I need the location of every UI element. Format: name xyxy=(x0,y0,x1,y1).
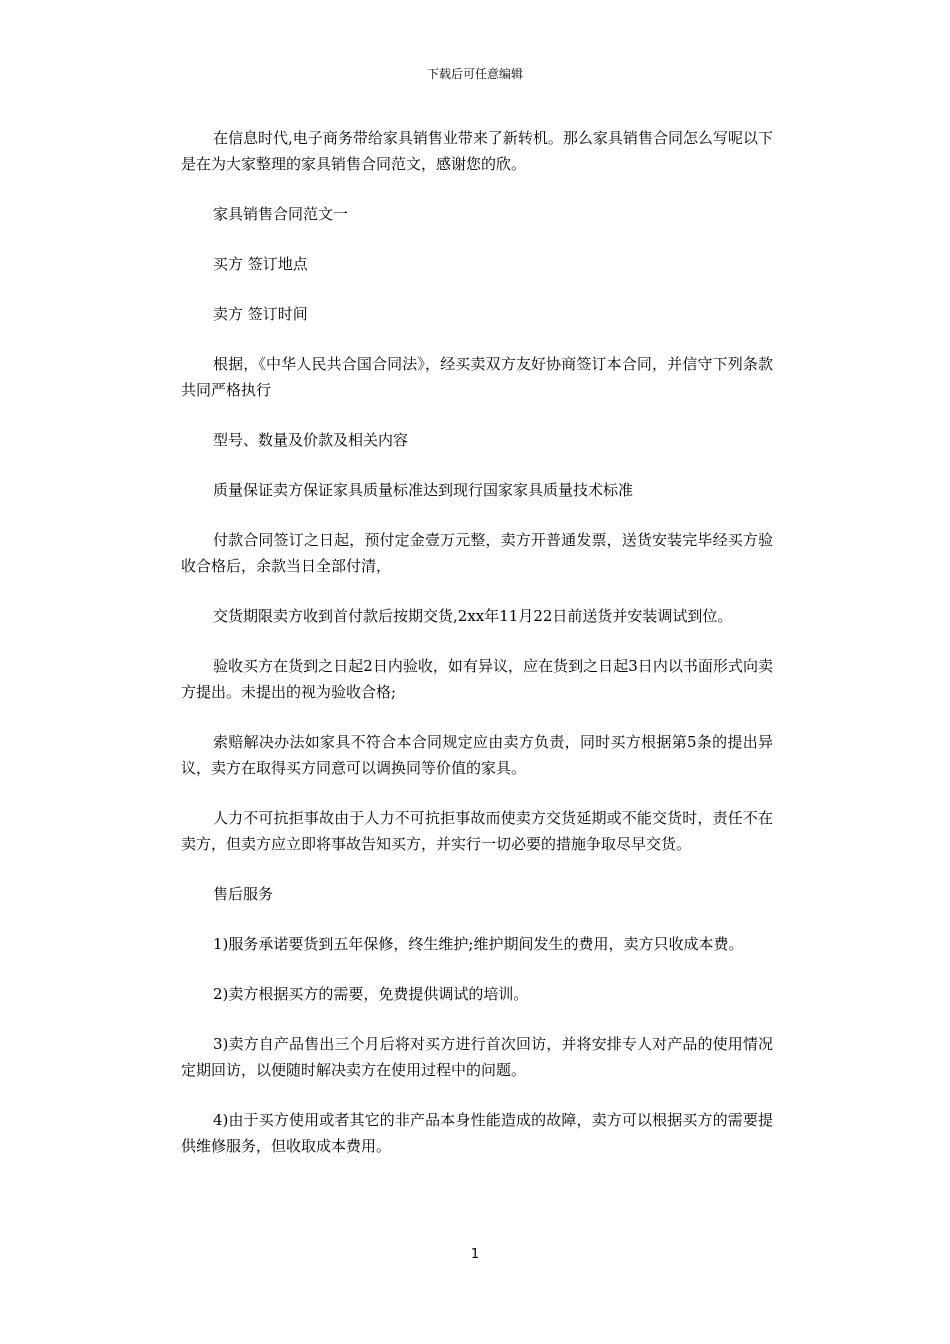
paragraph-buyer: 买方 签订地点 xyxy=(213,255,308,273)
paragraph-claims: 索赔解决办法如家具不符合本合同规定应由卖方负责，同时买方根据第5条的提出异议，卖方在取得买方同意可以调换同等价值的家具。 xyxy=(181,733,773,777)
page-number: 1 xyxy=(470,1247,480,1262)
paragraph-payment: 付款合同签订之日起，预付定金壹万元整，卖方开普通发票，送货安装完毕经买方验收合格后，余款当日全部付清， xyxy=(181,531,773,575)
paragraph-service-3: 3)卖方自产品售出三个月后将对买方进行首次回访，并将安排专人对产品的使用情况定期回访，以便随时解决卖方在使用过程中的问题。 xyxy=(181,1035,773,1079)
paragraph-basis: 根据，《中华人民共合国合同法》，经买卖双方友好协商签订本合同，并信守下列条款共同严格执行 xyxy=(181,355,773,399)
paragraph-acceptance: 验收买方在货到之日起2日内验收，如有异议，应在货到之日起3日内以书面形式向卖方提出。未提出的视为验收合格; xyxy=(181,657,773,701)
paragraph-title: 家具销售合同范文一 xyxy=(213,205,349,223)
paragraph-delivery: 交货期限卖方收到首付款后按期交货,2xx年11月22日前送货并安装调试到位。 xyxy=(213,607,733,625)
paragraph-service-4: 4)由于买方使用或者其它的非产品本身性能造成的故障，卖方可以根据买方的需要提供维修服务，但收取成本费用。 xyxy=(181,1111,773,1155)
page-header: 下载后可任意编辑 xyxy=(426,67,523,81)
paragraph-service-1: 1)服务承诺要货到五年保修，终生维护;维护期间发生的费用，卖方只收成本费。 xyxy=(213,935,744,953)
paragraph-intro: 在信息时代,电子商务带给家具销售业带来了新转机。那么家具销售合同怎么写呢以下是在为大家整理的家具销售合同范文，感谢您的欣。 xyxy=(181,129,773,173)
paragraph-service-2: 2)卖方根据买方的需要，免费提供调试的培训。 xyxy=(213,985,529,1003)
paragraph-force-majeure: 人力不可抗拒事故由于人力不可抗拒事故而使卖方交货延期或不能交货时，责任不在卖方，但卖方应立即将事故告知买方，并实行一切必要的措施争取尽早交货。 xyxy=(181,809,773,853)
paragraph-seller: 卖方 签订时间 xyxy=(213,305,308,323)
paragraph-model: 型号、数量及价款及相关内容 xyxy=(213,431,409,449)
document-body xyxy=(181,125,773,1183)
paragraph-after-sales: 售后服务 xyxy=(213,885,274,903)
paragraph-quality: 质量保证卖方保证家具质量标准达到现行国家家具质量技术标准 xyxy=(213,481,634,499)
